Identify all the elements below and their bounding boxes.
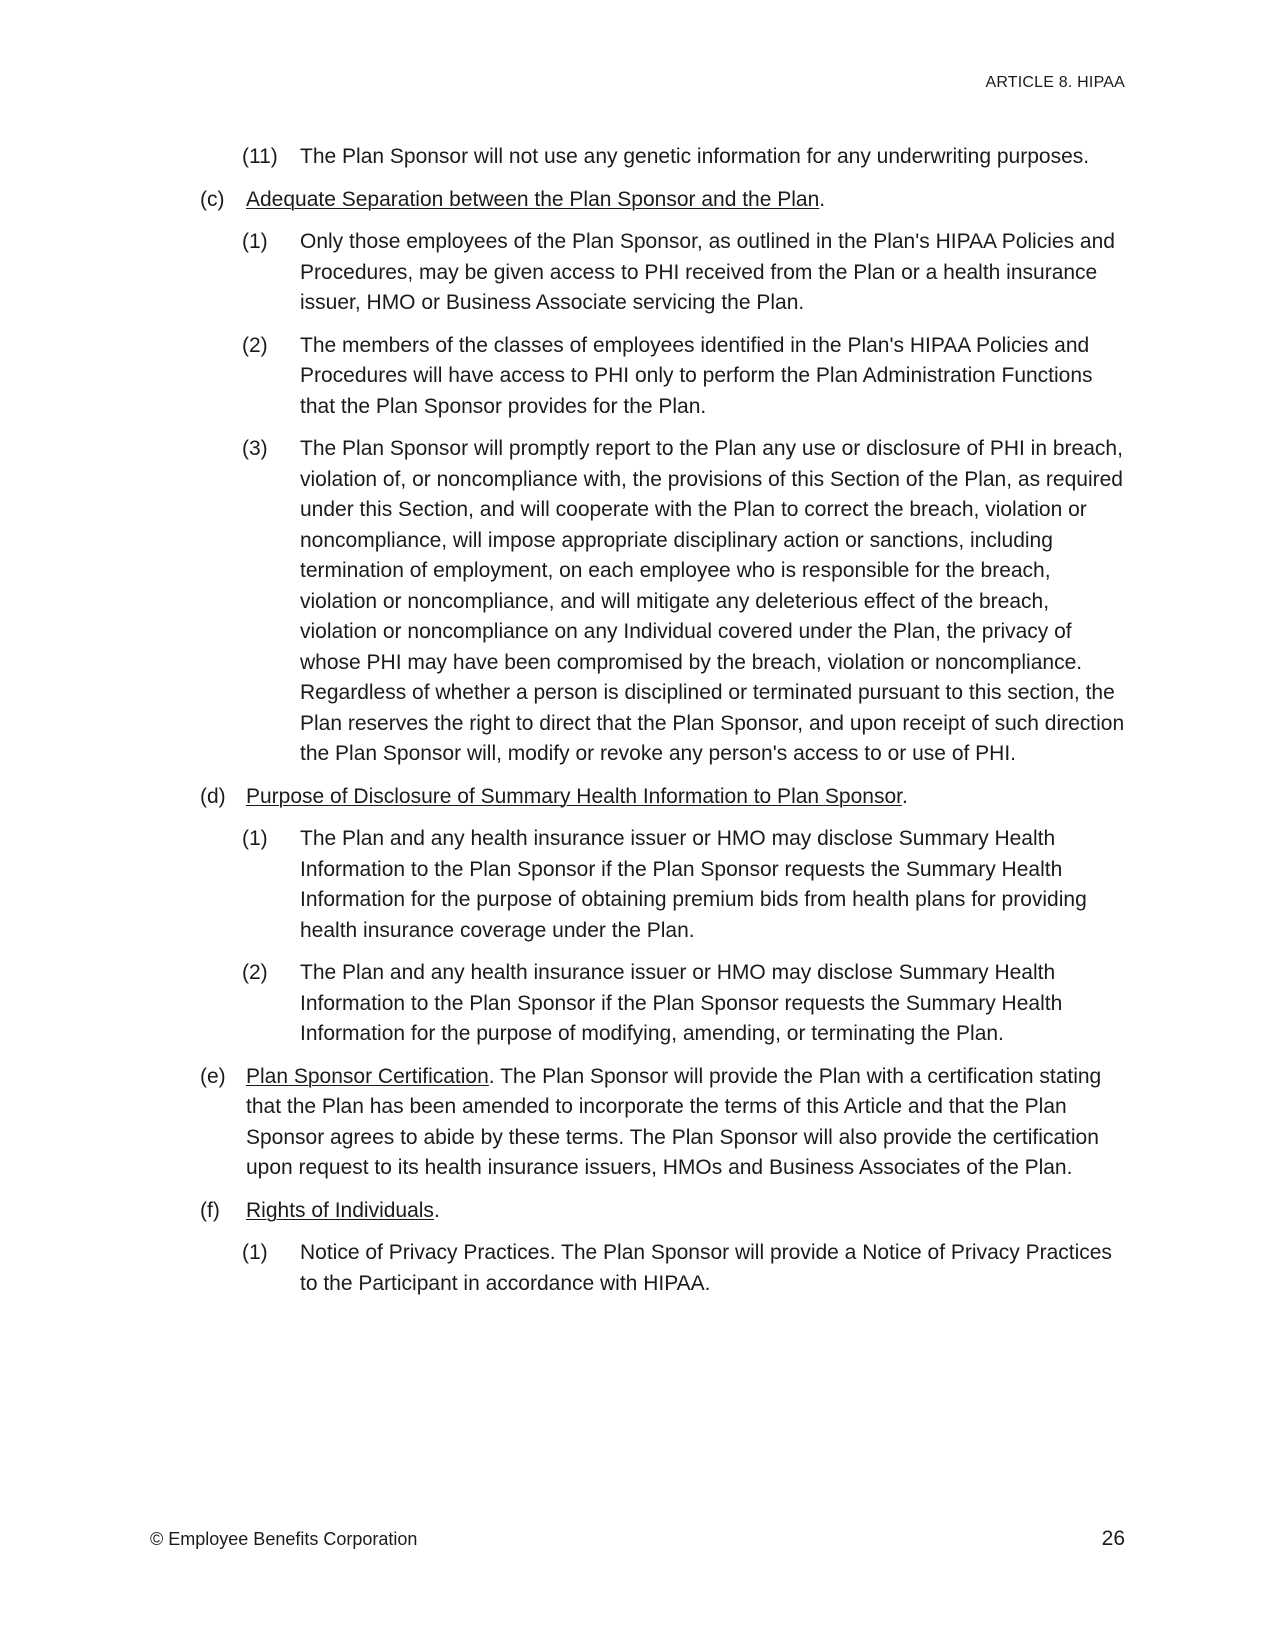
section-heading-tail: .: [901, 784, 908, 808]
header-title: ARTICLE 8. HIPAA: [985, 74, 1125, 91]
list-item: [242, 434, 1125, 770]
list-item-marker: (e): [200, 1064, 226, 1088]
page-footer: [150, 1528, 1125, 1550]
list-item: [242, 1238, 1125, 1299]
list-item: [242, 824, 1125, 946]
page-header: [150, 73, 1125, 93]
list-item: [200, 185, 1125, 216]
list-item-text: The members of the classes of employees identified in the Plan's HIPAA Policies and Procedures will have access to PHI only to perform the Plan Administration Functions that the Plan Sponsor provides for the Plan.: [300, 333, 1093, 418]
section-heading: Adequate Separation between the Plan Sponsor and the Plan: [246, 187, 820, 211]
list-item-text: The Plan Sponsor will promptly report to the Plan any use or disclosure of PHI in breach, violation of, or noncompliance with, the provisions of this Section of the Plan, as required under this Section, and will cooperate with the Plan to correct the breach, violation or noncompliance, will impose appropriate disciplinary action or sanctions, including termination of employment, on each employee who is responsible for the breach, violation or noncompliance, and will mitigate any deleterious effect of the breach, violation or noncompliance on any Individual covered under the Plan, the privacy of whose PHI may have been compromised by the breach, violation or noncompliance. Regardless of whether a person is disciplined or terminated pursuant to this section, the Plan reserves the right to direct that the Plan Sponsor, and upon receipt of such direction the Plan Sponsor will, modify or revoke any person's access to or use of PHI.: [300, 437, 1125, 765]
list-item-text: Only those employees of the Plan Sponsor, as outlined in the Plan's HIPAA Policies and Procedures, may be given access to PHI received from the Plan or a health insurance issuer, HMO or Business Associate servicing the Plan.: [300, 230, 1115, 314]
section-heading: Rights of Individuals: [246, 1198, 434, 1222]
list-item-text: [246, 1196, 1125, 1227]
list-item-text: The Plan and any health insurance issuer or HMO may disclose Summary Health Information to the Plan Sponsor if the Plan Sponsor requests the Summary Health Information for the purpose of modifying, amending, or terminating the Plan.: [300, 961, 1063, 1045]
footer-copyright: © Employee Benefits Corporation: [150, 1529, 418, 1549]
list-item-text: [246, 1062, 1125, 1184]
list-item: [200, 782, 1125, 813]
list-item-marker: (1): [242, 230, 268, 253]
list-item-marker: (2): [242, 333, 268, 357]
section-heading-tail: .: [819, 187, 826, 211]
list-item-text: [246, 185, 1125, 216]
section-heading: Purpose of Disclosure of Summary Health Information to Plan Sponsor: [246, 784, 902, 808]
list-item-marker: (3): [242, 437, 268, 460]
list-item-marker: (11): [242, 145, 278, 168]
list-item: [242, 958, 1125, 1050]
list-item-text: Notice of Privacy Practices. The Plan Sponsor will provide a Notice of Privacy Practices to the Participant in accordance with HIPAA.: [300, 1241, 1112, 1295]
section-heading-tail: . The Plan Sponsor will provide the Plan with a certification stating that the Plan has been amended to incorporate the terms of this Article and that the Plan Sponsor agrees to abide by these terms. The Plan Sponsor will also provide the certification upon request to its health insurance issuers, HMOs and Business Associates of the Plan.: [246, 1064, 1102, 1179]
page-number: 26: [1101, 1527, 1125, 1550]
list-item: [200, 1196, 1125, 1227]
list-item-text: The Plan Sponsor will not use any genetic information for any underwriting purposes.: [300, 145, 1090, 168]
list-item-marker: (1): [242, 827, 268, 850]
list-item: [242, 227, 1125, 319]
list-item: [200, 1062, 1125, 1184]
list-item-marker: (2): [242, 961, 268, 984]
list-item-text: The Plan and any health insurance issuer or HMO may disclose Summary Health Information to the Plan Sponsor if the Plan Sponsor requests the Summary Health Information for the purpose of obtaining premium bids from health plans for providing health insurance coverage under the Plan.: [300, 827, 1087, 942]
section-heading-tail: .: [433, 1198, 440, 1222]
list-item-marker: (1): [242, 1241, 268, 1264]
list-item-marker: (d): [200, 784, 226, 808]
list-item-text: [246, 782, 1125, 813]
list-item-marker: (f): [200, 1198, 220, 1222]
list-item: [242, 331, 1125, 423]
list-item: [242, 142, 1125, 173]
section-heading: Plan Sponsor Certification: [246, 1064, 489, 1088]
list-item-marker: (c): [200, 187, 225, 211]
document-body: [0, 142, 1275, 1311]
